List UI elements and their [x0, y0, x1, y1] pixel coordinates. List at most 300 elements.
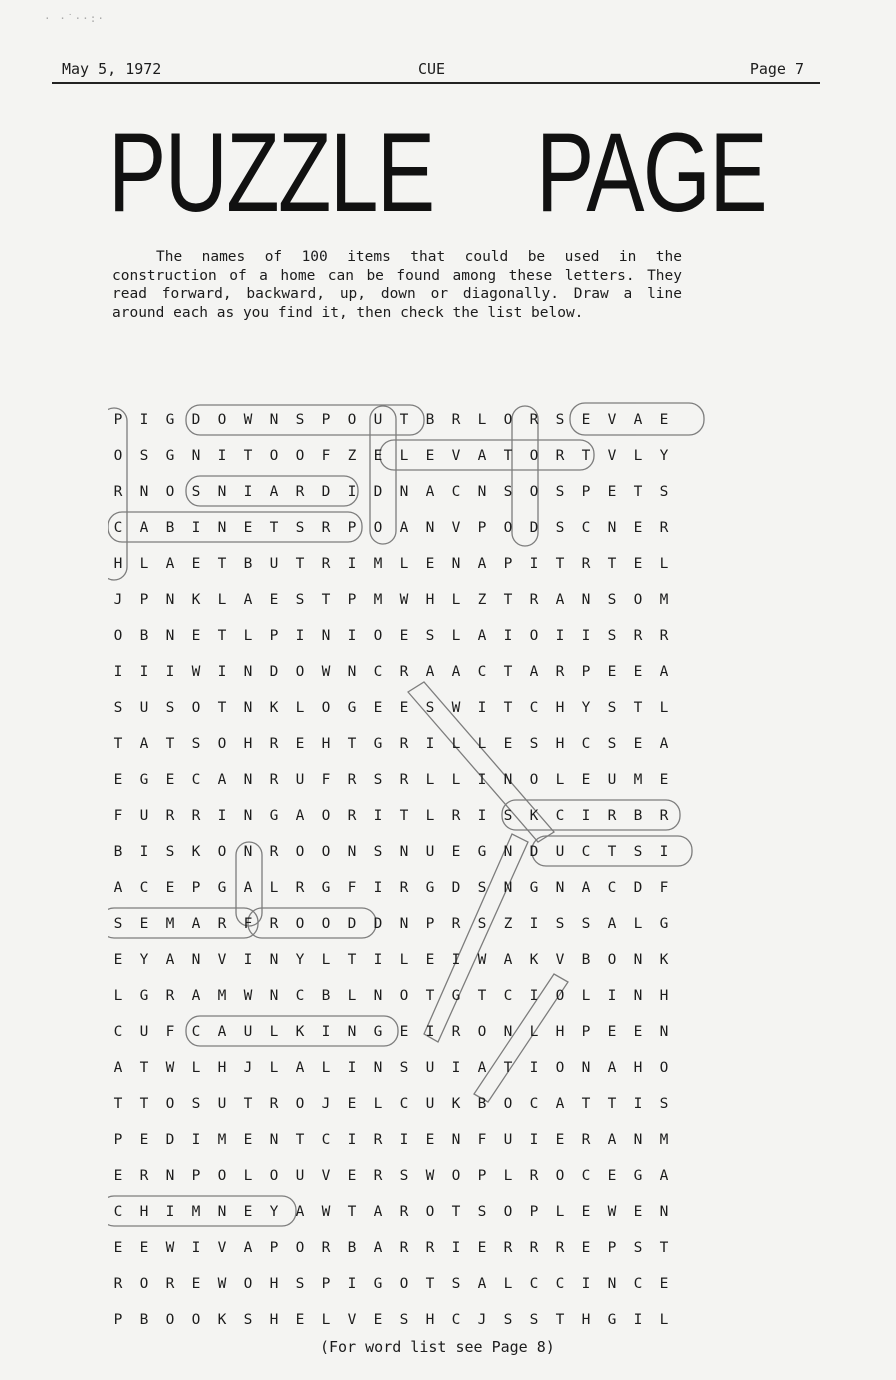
grid-letter[interactable]: O	[295, 664, 305, 680]
grid-letter[interactable]: N	[243, 700, 253, 716]
grid-letter[interactable]: N	[607, 520, 617, 536]
grid-letter[interactable]: I	[217, 448, 227, 464]
grid-letter[interactable]: A	[165, 952, 175, 968]
grid-letter[interactable]: E	[165, 880, 175, 896]
grid-letter[interactable]: G	[529, 880, 539, 896]
grid-letter[interactable]: O	[295, 916, 305, 932]
grid-letter[interactable]: R	[217, 916, 227, 932]
grid-letter[interactable]: T	[347, 952, 357, 968]
grid-letter[interactable]: N	[347, 844, 357, 860]
grid-letter[interactable]: R	[451, 412, 461, 428]
grid-letter[interactable]: L	[555, 1204, 565, 1220]
grid-letter[interactable]: V	[347, 1312, 357, 1328]
grid-letter[interactable]: T	[139, 1096, 149, 1112]
grid-letter[interactable]: S	[633, 844, 643, 860]
grid-letter[interactable]: T	[503, 448, 513, 464]
grid-letter[interactable]: S	[607, 736, 617, 752]
grid-letter[interactable]: E	[425, 448, 435, 464]
grid-letter[interactable]: L	[477, 412, 487, 428]
grid-letter[interactable]: R	[165, 808, 175, 824]
grid-letter[interactable]: H	[659, 988, 669, 1004]
grid-letter[interactable]: E	[659, 412, 669, 428]
grid-letter[interactable]: T	[503, 592, 513, 608]
grid-letter[interactable]: A	[243, 592, 253, 608]
grid-letter[interactable]: I	[529, 1060, 539, 1076]
grid-letter[interactable]: O	[607, 952, 617, 968]
grid-letter[interactable]: A	[373, 1204, 383, 1220]
grid-letter[interactable]: T	[321, 592, 331, 608]
grid-letter[interactable]: V	[217, 1240, 227, 1256]
grid-letter[interactable]: N	[581, 1060, 591, 1076]
grid-letter[interactable]: P	[269, 628, 279, 644]
grid-letter[interactable]: L	[399, 556, 409, 572]
grid-letter[interactable]: I	[347, 1276, 357, 1292]
grid-letter[interactable]: S	[399, 1312, 409, 1328]
grid-letter[interactable]: R	[555, 1240, 565, 1256]
grid-letter[interactable]: Z	[477, 592, 487, 608]
grid-letter[interactable]: L	[451, 592, 461, 608]
grid-letter[interactable]: K	[191, 592, 201, 608]
grid-letter[interactable]: B	[113, 844, 123, 860]
grid-letter[interactable]: T	[633, 484, 643, 500]
grid-letter[interactable]: I	[347, 556, 357, 572]
grid-letter[interactable]: T	[555, 556, 565, 572]
grid-letter[interactable]: I	[139, 412, 149, 428]
grid-letter[interactable]: R	[451, 916, 461, 932]
grid-letter[interactable]: N	[399, 916, 409, 932]
grid-letter[interactable]: O	[217, 736, 227, 752]
grid-letter[interactable]: O	[113, 448, 123, 464]
grid-letter[interactable]: M	[165, 916, 175, 932]
grid-letter[interactable]: I	[581, 628, 591, 644]
grid-letter[interactable]: V	[607, 448, 617, 464]
grid-letter[interactable]: N	[659, 1024, 669, 1040]
grid-letter[interactable]: A	[139, 520, 149, 536]
grid-letter[interactable]: L	[581, 988, 591, 1004]
grid-letter[interactable]: I	[243, 484, 253, 500]
grid-letter[interactable]: L	[425, 808, 435, 824]
grid-letter[interactable]: A	[555, 592, 565, 608]
grid-letter[interactable]: E	[555, 1132, 565, 1148]
grid-letter[interactable]: S	[191, 1096, 201, 1112]
grid-letter[interactable]: M	[373, 556, 383, 572]
grid-letter[interactable]: E	[373, 1312, 383, 1328]
grid-letter[interactable]: O	[555, 988, 565, 1004]
grid-letter[interactable]: K	[529, 808, 539, 824]
grid-letter[interactable]: E	[139, 1132, 149, 1148]
grid-letter[interactable]: I	[477, 700, 487, 716]
grid-letter[interactable]: L	[451, 628, 461, 644]
grid-letter[interactable]: E	[243, 1132, 253, 1148]
grid-letter[interactable]: N	[373, 988, 383, 1004]
grid-letter[interactable]: T	[295, 556, 305, 572]
grid-letter[interactable]: I	[451, 1240, 461, 1256]
grid-letter[interactable]: P	[113, 1312, 123, 1328]
grid-letter[interactable]: A	[165, 556, 175, 572]
grid-letter[interactable]: L	[295, 700, 305, 716]
grid-letter[interactable]: W	[217, 1276, 227, 1292]
grid-letter[interactable]: I	[191, 1240, 201, 1256]
grid-letter[interactable]: R	[529, 592, 539, 608]
grid-letter[interactable]: E	[399, 1024, 409, 1040]
grid-letter[interactable]: D	[165, 1132, 175, 1148]
grid-letter[interactable]: N	[633, 1132, 643, 1148]
grid-letter[interactable]: L	[269, 1024, 279, 1040]
grid-letter[interactable]: N	[243, 772, 253, 788]
grid-letter[interactable]: D	[529, 844, 539, 860]
grid-letter[interactable]: N	[269, 988, 279, 1004]
grid-letter[interactable]: I	[477, 808, 487, 824]
grid-letter[interactable]: S	[425, 700, 435, 716]
grid-letter[interactable]: T	[607, 844, 617, 860]
grid-letter[interactable]: I	[165, 1204, 175, 1220]
grid-letter[interactable]: P	[529, 1204, 539, 1220]
grid-letter[interactable]: G	[347, 700, 357, 716]
grid-letter[interactable]: E	[581, 1204, 591, 1220]
grid-letter[interactable]: U	[425, 1060, 435, 1076]
grid-letter[interactable]: A	[295, 808, 305, 824]
grid-letter[interactable]: S	[607, 700, 617, 716]
grid-letter[interactable]: O	[399, 988, 409, 1004]
grid-letter[interactable]: T	[269, 520, 279, 536]
grid-letter[interactable]: N	[451, 1132, 461, 1148]
grid-letter[interactable]: P	[321, 412, 331, 428]
grid-letter[interactable]: S	[659, 1096, 669, 1112]
grid-letter[interactable]: C	[373, 664, 383, 680]
grid-letter[interactable]: R	[581, 1132, 591, 1148]
grid-letter[interactable]: S	[659, 484, 669, 500]
grid-letter[interactable]: W	[321, 1204, 331, 1220]
grid-letter[interactable]: N	[581, 592, 591, 608]
grid-letter[interactable]: T	[113, 1096, 123, 1112]
grid-letter[interactable]: U	[607, 772, 617, 788]
grid-letter[interactable]: I	[477, 772, 487, 788]
grid-letter[interactable]: O	[217, 1168, 227, 1184]
grid-letter[interactable]: C	[191, 1024, 201, 1040]
grid-letter[interactable]: O	[165, 1096, 175, 1112]
grid-letter[interactable]: M	[191, 1204, 201, 1220]
grid-letter[interactable]: C	[607, 880, 617, 896]
grid-letter[interactable]: L	[503, 1276, 513, 1292]
grid-letter[interactable]: T	[581, 1096, 591, 1112]
grid-letter[interactable]: S	[113, 916, 123, 932]
grid-letter[interactable]: N	[243, 664, 253, 680]
grid-letter[interactable]: A	[607, 1132, 617, 1148]
grid-letter[interactable]: S	[425, 628, 435, 644]
grid-letter[interactable]: L	[269, 1060, 279, 1076]
grid-letter[interactable]: S	[139, 448, 149, 464]
grid-letter[interactable]: Y	[659, 448, 669, 464]
grid-letter[interactable]: A	[555, 1096, 565, 1112]
grid-letter[interactable]: I	[295, 628, 305, 644]
grid-letter[interactable]: E	[581, 412, 591, 428]
grid-letter[interactable]: E	[425, 556, 435, 572]
grid-letter[interactable]: S	[295, 592, 305, 608]
grid-letter[interactable]: O	[321, 844, 331, 860]
grid-letter[interactable]: B	[139, 628, 149, 644]
grid-letter[interactable]: F	[347, 880, 357, 896]
grid-letter[interactable]: R	[503, 1240, 513, 1256]
grid-letter[interactable]: B	[165, 520, 175, 536]
grid-letter[interactable]: I	[451, 952, 461, 968]
grid-letter[interactable]: D	[373, 916, 383, 932]
grid-letter[interactable]: L	[399, 448, 409, 464]
grid-letter[interactable]: E	[191, 1276, 201, 1292]
grid-letter[interactable]: N	[347, 664, 357, 680]
grid-letter[interactable]: F	[321, 448, 331, 464]
grid-letter[interactable]: A	[477, 1060, 487, 1076]
grid-letter[interactable]: E	[113, 952, 123, 968]
grid-letter[interactable]: G	[269, 808, 279, 824]
grid-letter[interactable]: A	[659, 664, 669, 680]
grid-letter[interactable]: S	[633, 1240, 643, 1256]
grid-letter[interactable]: D	[191, 412, 201, 428]
grid-letter[interactable]: Z	[503, 916, 513, 932]
grid-letter[interactable]: W	[607, 1204, 617, 1220]
grid-letter[interactable]: E	[399, 628, 409, 644]
grid-letter[interactable]: A	[425, 484, 435, 500]
grid-letter[interactable]: I	[113, 664, 123, 680]
grid-letter[interactable]: A	[607, 1060, 617, 1076]
grid-letter[interactable]: R	[659, 628, 669, 644]
grid-letter[interactable]: L	[425, 772, 435, 788]
grid-letter[interactable]: R	[191, 808, 201, 824]
grid-letter[interactable]: L	[633, 448, 643, 464]
grid-letter[interactable]: J	[243, 1060, 253, 1076]
grid-letter[interactable]: I	[347, 1060, 357, 1076]
grid-letter[interactable]: I	[529, 556, 539, 572]
grid-letter[interactable]: D	[633, 880, 643, 896]
grid-letter[interactable]: O	[139, 1276, 149, 1292]
grid-letter[interactable]: Y	[295, 952, 305, 968]
grid-letter[interactable]: L	[659, 700, 669, 716]
grid-letter[interactable]: B	[633, 808, 643, 824]
grid-letter[interactable]: G	[607, 1312, 617, 1328]
grid-letter[interactable]: N	[451, 556, 461, 572]
grid-letter[interactable]: J	[113, 592, 123, 608]
grid-letter[interactable]: N	[165, 628, 175, 644]
grid-letter[interactable]: O	[555, 1060, 565, 1076]
grid-letter[interactable]: B	[243, 556, 253, 572]
grid-letter[interactable]: R	[555, 448, 565, 464]
grid-letter[interactable]: A	[399, 520, 409, 536]
grid-letter[interactable]: E	[607, 484, 617, 500]
grid-letter[interactable]: R	[633, 628, 643, 644]
grid-letter[interactable]: R	[399, 1240, 409, 1256]
grid-letter[interactable]: L	[113, 988, 123, 1004]
grid-letter[interactable]: P	[425, 916, 435, 932]
grid-letter[interactable]: W	[165, 1060, 175, 1076]
grid-letter[interactable]: T	[607, 1096, 617, 1112]
grid-letter[interactable]: E	[633, 520, 643, 536]
grid-letter[interactable]: R	[139, 1168, 149, 1184]
grid-letter[interactable]: T	[217, 628, 227, 644]
grid-letter[interactable]: E	[503, 736, 513, 752]
grid-letter[interactable]: E	[659, 1276, 669, 1292]
grid-letter[interactable]: M	[373, 592, 383, 608]
grid-letter[interactable]: I	[659, 844, 669, 860]
grid-letter[interactable]: T	[165, 736, 175, 752]
grid-letter[interactable]: A	[477, 628, 487, 644]
grid-letter[interactable]: H	[425, 592, 435, 608]
grid-letter[interactable]: T	[113, 736, 123, 752]
grid-letter[interactable]: J	[477, 1312, 487, 1328]
grid-letter[interactable]: R	[269, 772, 279, 788]
grid-letter[interactable]: H	[269, 1276, 279, 1292]
grid-letter[interactable]: A	[191, 988, 201, 1004]
grid-letter[interactable]: O	[503, 412, 513, 428]
grid-letter[interactable]: W	[165, 1240, 175, 1256]
grid-letter[interactable]: E	[347, 1168, 357, 1184]
grid-letter[interactable]: O	[529, 772, 539, 788]
grid-letter[interactable]: G	[373, 736, 383, 752]
grid-letter[interactable]: A	[425, 664, 435, 680]
grid-letter[interactable]: O	[503, 1204, 513, 1220]
grid-letter[interactable]: R	[113, 1276, 123, 1292]
grid-letter[interactable]: R	[399, 772, 409, 788]
grid-letter[interactable]: O	[321, 916, 331, 932]
grid-letter[interactable]: L	[451, 772, 461, 788]
grid-letter[interactable]: C	[451, 1312, 461, 1328]
grid-letter[interactable]: G	[659, 916, 669, 932]
grid-letter[interactable]: T	[607, 556, 617, 572]
grid-letter[interactable]: R	[607, 808, 617, 824]
grid-letter[interactable]: G	[321, 880, 331, 896]
grid-letter[interactable]: I	[321, 1024, 331, 1040]
grid-letter[interactable]: W	[451, 700, 461, 716]
grid-letter[interactable]: E	[607, 1168, 617, 1184]
grid-letter[interactable]: E	[373, 448, 383, 464]
grid-letter[interactable]: A	[295, 1060, 305, 1076]
grid-letter[interactable]: S	[607, 628, 617, 644]
grid-letter[interactable]: W	[191, 664, 201, 680]
grid-letter[interactable]: O	[347, 412, 357, 428]
grid-letter[interactable]: S	[477, 880, 487, 896]
grid-letter[interactable]: L	[243, 1168, 253, 1184]
grid-letter[interactable]: I	[529, 1132, 539, 1148]
grid-letter[interactable]: I	[555, 628, 565, 644]
grid-letter[interactable]: N	[399, 844, 409, 860]
grid-letter[interactable]: G	[139, 988, 149, 1004]
grid-letter[interactable]: S	[529, 1312, 539, 1328]
grid-letter[interactable]: A	[113, 880, 123, 896]
grid-letter[interactable]: R	[399, 880, 409, 896]
grid-letter[interactable]: I	[529, 988, 539, 1004]
grid-letter[interactable]: V	[217, 952, 227, 968]
grid-letter[interactable]: S	[191, 484, 201, 500]
grid-letter[interactable]: S	[581, 916, 591, 932]
grid-letter[interactable]: M	[659, 592, 669, 608]
grid-letter[interactable]: A	[633, 412, 643, 428]
grid-letter[interactable]: A	[477, 448, 487, 464]
grid-letter[interactable]: E	[477, 1240, 487, 1256]
grid-letter[interactable]: V	[451, 448, 461, 464]
grid-letter[interactable]: L	[321, 952, 331, 968]
grid-letter[interactable]: G	[633, 1168, 643, 1184]
grid-letter[interactable]: U	[503, 1132, 513, 1148]
grid-letter[interactable]: T	[347, 1204, 357, 1220]
grid-letter[interactable]: H	[243, 736, 253, 752]
grid-letter[interactable]: G	[477, 844, 487, 860]
grid-letter[interactable]: Y	[269, 1204, 279, 1220]
grid-letter[interactable]: C	[503, 988, 513, 1004]
grid-letter[interactable]: E	[139, 916, 149, 932]
grid-letter[interactable]: G	[165, 412, 175, 428]
grid-letter[interactable]: I	[191, 520, 201, 536]
grid-letter[interactable]: I	[243, 952, 253, 968]
grid-letter[interactable]: L	[321, 1312, 331, 1328]
grid-letter[interactable]: Y	[139, 952, 149, 968]
grid-letter[interactable]: H	[555, 1024, 565, 1040]
grid-letter[interactable]: I	[373, 808, 383, 824]
grid-letter[interactable]: W	[399, 592, 409, 608]
grid-letter[interactable]: R	[113, 484, 123, 500]
grid-letter[interactable]: H	[269, 1312, 279, 1328]
grid-letter[interactable]: R	[451, 808, 461, 824]
grid-letter[interactable]: V	[451, 520, 461, 536]
grid-letter[interactable]: G	[373, 1276, 383, 1292]
grid-letter[interactable]: I	[347, 628, 357, 644]
grid-letter[interactable]: R	[399, 1204, 409, 1220]
grid-letter[interactable]: E	[165, 772, 175, 788]
grid-letter[interactable]: I	[165, 664, 175, 680]
grid-letter[interactable]: N	[217, 520, 227, 536]
grid-letter[interactable]: N	[399, 484, 409, 500]
grid-letter[interactable]: L	[399, 952, 409, 968]
grid-letter[interactable]: F	[165, 1024, 175, 1040]
grid-letter[interactable]: O	[217, 412, 227, 428]
grid-letter[interactable]: H	[555, 736, 565, 752]
grid-letter[interactable]: P	[321, 1276, 331, 1292]
grid-letter[interactable]: D	[373, 484, 383, 500]
grid-letter[interactable]: P	[477, 1168, 487, 1184]
grid-letter[interactable]: I	[607, 988, 617, 1004]
grid-letter[interactable]: T	[503, 700, 513, 716]
grid-letter[interactable]: R	[321, 520, 331, 536]
grid-letter[interactable]: B	[321, 988, 331, 1004]
grid-letter[interactable]: L	[269, 880, 279, 896]
grid-letter[interactable]: N	[503, 844, 513, 860]
grid-letter[interactable]: C	[581, 844, 591, 860]
grid-letter[interactable]: S	[555, 412, 565, 428]
grid-letter[interactable]: E	[425, 952, 435, 968]
grid-letter[interactable]: C	[581, 520, 591, 536]
grid-letter[interactable]: U	[555, 844, 565, 860]
grid-letter[interactable]: R	[555, 664, 565, 680]
grid-letter[interactable]: N	[243, 808, 253, 824]
grid-letter[interactable]: O	[321, 700, 331, 716]
grid-letter[interactable]: S	[113, 700, 123, 716]
grid-letter[interactable]: E	[633, 664, 643, 680]
grid-letter[interactable]: A	[295, 1204, 305, 1220]
grid-letter[interactable]: T	[217, 700, 227, 716]
grid-letter[interactable]: N	[373, 1060, 383, 1076]
grid-letter[interactable]: O	[295, 844, 305, 860]
grid-letter[interactable]: N	[659, 1204, 669, 1220]
grid-letter[interactable]: F	[659, 880, 669, 896]
grid-letter[interactable]: T	[217, 556, 227, 572]
grid-letter[interactable]: P	[477, 520, 487, 536]
grid-letter[interactable]: D	[529, 520, 539, 536]
grid-letter[interactable]: W	[243, 412, 253, 428]
grid-letter[interactable]: O	[503, 520, 513, 536]
grid-letter[interactable]: M	[659, 1132, 669, 1148]
grid-letter[interactable]: T	[633, 700, 643, 716]
grid-letter[interactable]: E	[347, 1096, 357, 1112]
grid-letter[interactable]: S	[451, 1276, 461, 1292]
grid-letter[interactable]: F	[243, 916, 253, 932]
grid-letter[interactable]: I	[139, 664, 149, 680]
